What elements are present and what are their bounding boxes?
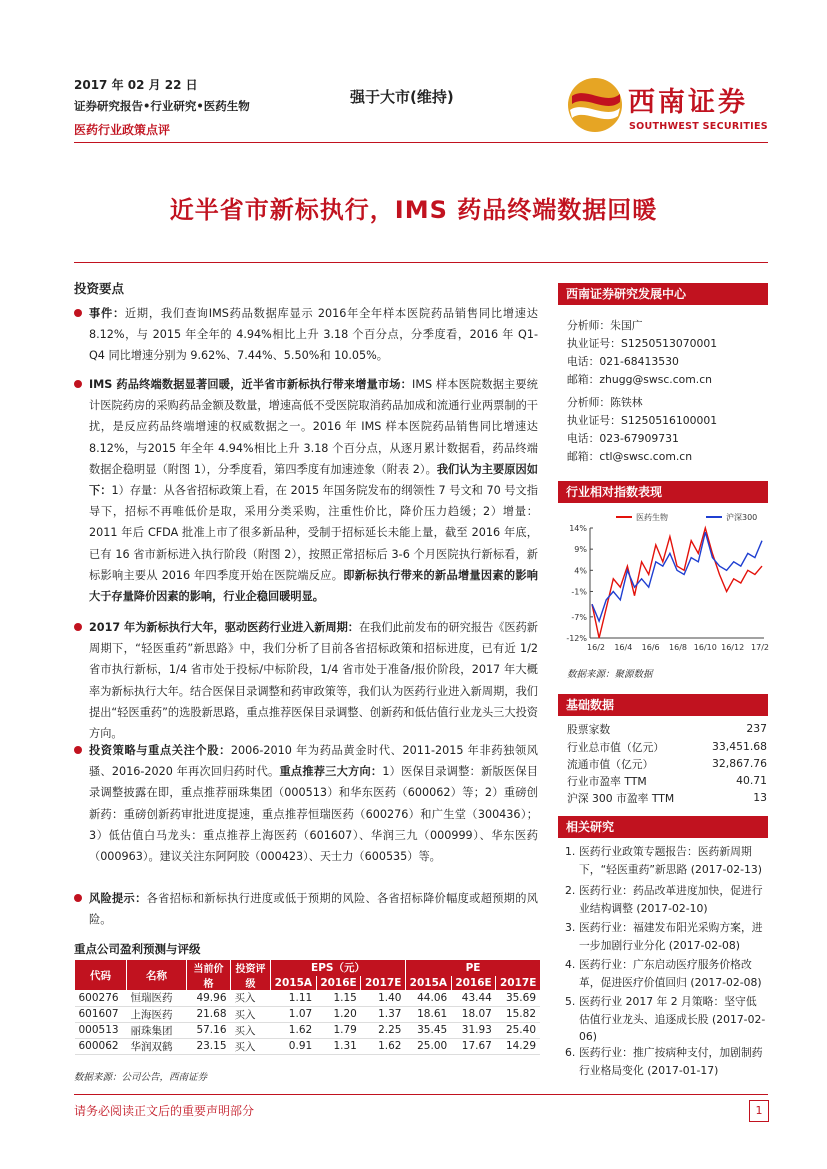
cell-value: 31.93	[451, 1022, 496, 1038]
series-line-1	[592, 532, 762, 621]
report-subtype: 医药行业政策点评	[74, 123, 171, 137]
cell-name: 上海医药	[127, 1006, 187, 1022]
col-eps: EPS（元）	[271, 960, 406, 976]
related-item[interactable]: 5. 医药行业 2017 年 2 月策略：坚守低估值行业龙头、追逐成长股 (2017-02-06)	[565, 995, 766, 1043]
cell-name: 恒瑞医药	[127, 990, 187, 1006]
basic-row: 流通市值（亿元） 32,867.76	[567, 757, 767, 771]
cell-value: 2.25	[361, 1022, 406, 1038]
bullet-dot	[74, 746, 82, 754]
cell-value: 1.20	[316, 1006, 361, 1022]
cell-value: 35.45	[406, 1022, 452, 1038]
cell-value: 14.29	[496, 1038, 540, 1054]
page-number: 1	[749, 1100, 769, 1122]
logo-english: SOUTHWEST SECURITIES	[629, 121, 768, 132]
analyst-cert: 执业证号：S1250516100001	[567, 414, 718, 427]
cell-price: 57.16	[187, 1022, 231, 1038]
research-center-heading: 西南证券研究发展中心	[558, 283, 768, 305]
footer-disclaimer: 请务必阅读正文后的重要声明部分	[74, 1104, 255, 1118]
cell-rating: 买入	[231, 1022, 271, 1038]
cell-value: 25.00	[406, 1038, 452, 1054]
related-item[interactable]: 6. 医药行业：推广按病种支付，加剧制药行业格局变化 (2017-01-17)	[565, 1046, 763, 1077]
col-year: 2017E	[361, 976, 406, 990]
y-tick-label: -7%	[571, 612, 587, 622]
relative-index-chart	[558, 508, 770, 658]
table-source: 数据来源：公司公告，西南证券	[74, 1072, 208, 1083]
cell-value: 17.67	[451, 1038, 496, 1054]
table-row	[75, 1022, 541, 1038]
y-tick-label: -12%	[566, 634, 587, 643]
col-rating: 投资评级	[231, 960, 271, 990]
bullet-dot	[74, 894, 82, 902]
col-name: 名称	[127, 960, 187, 990]
bullet-strategy: 投资策略与重点关注个股：2006-2010 年为药品黄金时代、2011-2015 年非药独领风骚、2016-2020 年再次回归药时代。重点推荐三大方向：1）医保目录调整：新版医保目录调整披露在即，重点推荐丽珠集团（000513）和华东医药（600062）等；2）重磅创新药：重磅创新药审批进度提速，重点推荐恒瑞医药（600276）和广生堂（300436）；3）低估值白马龙头：重点推荐上海医药（601607）、华润三九（000999）、华东医药（000963）。建议关注东阿阿胶（000423）、天士力（600535）等。	[74, 740, 538, 867]
cell-name: 丽珠集团	[127, 1022, 187, 1038]
table-row	[75, 1038, 541, 1054]
cell-value: 44.06	[406, 990, 452, 1006]
x-tick-label: 16/8	[669, 643, 687, 652]
col-pe: PE	[406, 960, 541, 976]
col-year: 2016E	[451, 976, 496, 990]
report-type: 证券研究报告•行业研究•医药生物	[74, 99, 250, 113]
analyst-phone: 电话：021-68413530	[567, 355, 679, 368]
x-tick-label: 16/6	[641, 643, 660, 652]
southwest-logo-icon	[566, 76, 624, 134]
title-divider	[74, 262, 768, 263]
logo-text: 西南证券	[628, 87, 748, 118]
x-tick-label: 16/2	[587, 643, 605, 652]
cell-code: 600276	[75, 990, 127, 1006]
bullet-risk: 风险提示：各省招标和新标执行进度或低于预期的风险、各省招标降价幅度或超预期的风险。	[74, 888, 538, 930]
legend-label: 沪深300	[726, 513, 758, 522]
x-tick-label: 17/2	[751, 643, 769, 652]
cell-value: 1.11	[271, 990, 317, 1006]
table-row	[75, 990, 541, 1006]
analyst-email[interactable]: 邮箱：ctl@swsc.com.cn	[567, 450, 693, 463]
bullet-dot	[74, 309, 82, 317]
cell-value: 1.07	[271, 1006, 317, 1022]
x-tick-label: 16/4	[614, 643, 633, 652]
related-item[interactable]: 4. 医药行业：广东启动医疗服务价格改革，促进医疗价值回归 (2017-02-08)	[565, 958, 762, 989]
cell-value: 1.31	[316, 1038, 361, 1054]
col-year: 2017E	[496, 976, 540, 990]
x-tick-label: 16/12	[721, 643, 745, 652]
series-line-0	[592, 528, 762, 638]
cell-value: 1.37	[361, 1006, 406, 1022]
cell-value: 35.69	[496, 990, 540, 1006]
cell-code: 600062	[75, 1038, 127, 1054]
col-price: 当前价格	[187, 960, 231, 990]
section-heading: 投资要点	[74, 281, 125, 296]
cell-name: 华润双鹤	[127, 1038, 187, 1054]
cell-value: 1.62	[361, 1038, 406, 1054]
bullet-ims-data: IMS 药品终端数据显著回暖，近半省市新标执行带来增量市场：IMS 样本医院数据主要统计医院药房的采购药品金额及数量，增速高低不受医院取消药品加成和流通行业两票制的干扰，是反应药品终端增速的权威数据之一。2016 年 IMS 样本医院药品销售同比增速达 8.12%，与2015 年全年 4.94%相比上升 3.18 个百分点，从逐月累计数据看，药品终端数据企稳明显（附图 1），分季度看，第四季度有加速迹象（附表 2）。我们认为主要原因如下：1）存量：从各省招标政策上看，在 2015 年国务院发布的纲领性 7 号文和 70 号文指导下，招标不再唯低价是取，采用分类采购，注重性价比，降价压力趋缓；2）增量：2011 年后 CFDA 批准上市了很多新品种，受制于招标延长未能上量，截至 2016 年底，已有 16 省市新标进入执行阶段（附图 2），按照正常招标后 3-6 个月医院执行新标看，新标影响主要从 2016 年四季度开始在医院端反应。即新标执行带来的新品增量因素的影响大于存量降价因素的影响，行业企稳回暖明显。	[74, 374, 538, 607]
chart-source: 数据来源：聚源数据	[567, 669, 653, 680]
cell-price: 21.68	[187, 1006, 231, 1022]
y-tick-label: 9%	[574, 545, 587, 555]
basic-row: 行业总市值（亿元） 33,451.68	[567, 740, 767, 754]
cell-value: 1.62	[271, 1022, 317, 1038]
cell-value: 18.61	[406, 1006, 452, 1022]
cell-value: 0.91	[271, 1038, 317, 1054]
analyst-name: 分析师：陈铁林	[567, 396, 643, 409]
report-date: 2017 年 02 月 22 日	[74, 78, 198, 92]
cell-value: 43.44	[451, 990, 496, 1006]
rating: 强于大市(维持)	[350, 88, 454, 106]
basic-data-heading: 基础数据	[558, 694, 768, 716]
cell-rating: 买入	[231, 1038, 271, 1054]
earnings-table	[74, 960, 540, 1055]
cell-price: 49.96	[187, 990, 231, 1006]
col-year: 2015A	[406, 976, 452, 990]
cell-rating: 买入	[231, 990, 271, 1006]
basic-row: 行业市盈率 TTM 40.71	[567, 774, 767, 788]
table-row	[75, 1006, 541, 1022]
bullet-dot	[74, 623, 82, 631]
related-item[interactable]: 2. 医药行业：药品改革进度加快，促进行业结构调整 (2017-02-10)	[565, 884, 763, 915]
analyst-email[interactable]: 邮箱：zhugg@swsc.com.cn	[567, 373, 712, 386]
col-year: 2015A	[271, 976, 317, 990]
cell-value: 25.40	[496, 1022, 540, 1038]
cell-value: 1.79	[316, 1022, 361, 1038]
bullet-event: 事件：近期，我们查询IMS药品数据库显示 2016年全年样本医院药品销售同比增速达 8.12%，与 2015 年全年的 4.94%相比上升 3.18 个百分点，分季度看，2016 年 Q1-Q4 同比增速分别为 9.62%、7.44%、5.50%和 10.05%。	[74, 303, 538, 367]
cell-value: 15.82	[496, 1006, 540, 1022]
col-year: 2016E	[316, 976, 361, 990]
cell-value: 18.07	[451, 1006, 496, 1022]
cell-value: 1.15	[316, 990, 361, 1006]
related-heading: 相关研究	[558, 816, 768, 838]
cell-price: 23.15	[187, 1038, 231, 1054]
analyst-phone: 电话：023-67909731	[567, 432, 679, 445]
table-title: 重点公司盈利预测与评级	[74, 942, 201, 956]
related-item[interactable]: 3. 医药行业：福建发布阳光采购方案，进一步加剧行业分化 (2017-02-08)	[565, 921, 763, 952]
y-tick-label: 4%	[574, 566, 587, 576]
col-code: 代码	[75, 960, 127, 990]
cell-code: 601607	[75, 1006, 127, 1022]
x-tick-label: 16/10	[693, 643, 717, 652]
analyst-cert: 执业证号：S1250513070001	[567, 337, 718, 350]
related-item[interactable]: 1. 医药行业政策专题报告：医药新周期下，“轻医重药”新思路 (2017-02-13)	[565, 845, 762, 876]
legend-label: 医药生物	[636, 513, 668, 522]
cell-value: 1.40	[361, 990, 406, 1006]
page-title: 近半省市新标执行，IMS 药品终端数据回暖	[169, 196, 658, 224]
footer-divider	[74, 1094, 768, 1095]
bullet-new-cycle: 2017 年为新标执行大年，驱动医药行业进入新周期：在我们此前发布的研究报告《医药新周期下，“轻医重药”新思路》中，我们分析了目前各省招标政策和招标进度，已有近 1/2 省市执行新标，1/4 省市处于投标/中标阶段，1/4 省市处于准备/报价阶段，2017 年大概率为新标执行大年。结合医保目录调整和药审政策等，我们认为医药行业进入新周期，我们提出“轻医重药”的选股新思路，重点推荐医保目录调整、创新药和低估值行业龙头三大投资方向。	[74, 617, 538, 744]
y-tick-label: -1%	[571, 587, 587, 597]
basic-row: 沪深 300 市盈率 TTM 13	[567, 791, 767, 805]
cell-code: 000513	[75, 1022, 127, 1038]
cell-rating: 买入	[231, 1006, 271, 1022]
bullet-dot	[74, 380, 82, 388]
analyst-name: 分析师：朱国广	[567, 319, 643, 332]
chart-heading: 行业相对指数表现	[558, 481, 768, 503]
y-tick-label: 14%	[569, 524, 587, 533]
basic-row: 股票家数 237	[567, 722, 767, 736]
header-divider	[74, 142, 768, 143]
